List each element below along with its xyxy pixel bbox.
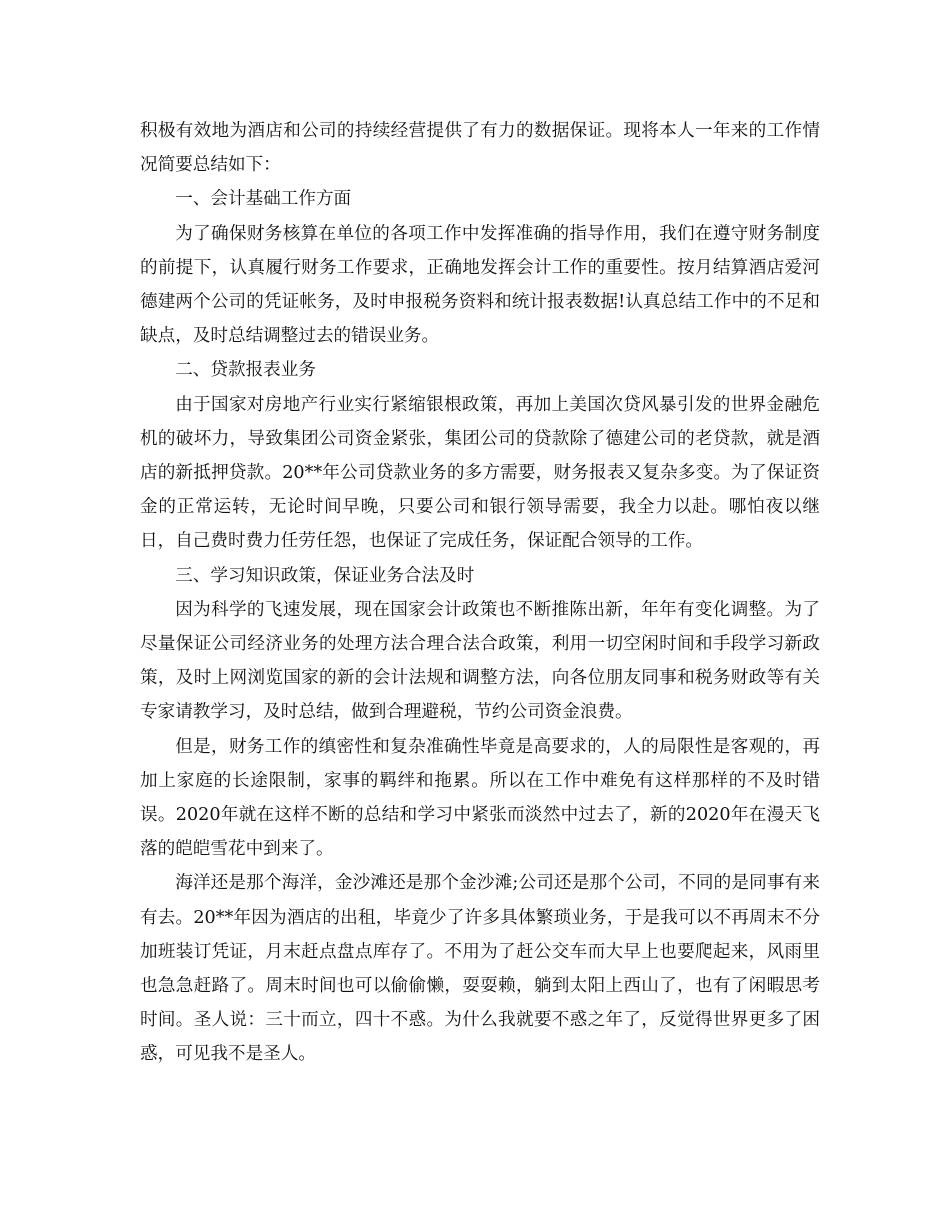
paragraph-policy-learning: 因为科学的飞速发展，现在国家会计政策也不断推陈出新，年年有变化调整。为了尽量保证公司经济业务的处理方法合理合法合政策，利用一切空闲时间和手段学习新政策，及时上网浏览国家的新的会计法规和调整方法，向各位朋友同事和税务财政等有关专家请教学习，及时总结，做到合理避税，节约公司资金浪费。 — [140, 599, 820, 723]
document-body — [140, 114, 820, 1072]
section-heading-loan-reports: 二、贷款报表业务 — [175, 360, 316, 381]
paragraph-reflection: 海洋还是那个海洋，金沙滩还是那个金沙滩;公司还是那个公司，不同的是同事有来有去。20**年因为酒店的出租，毕竟少了许多具体繁琐业务，于是我可以不再周末不分加班装订凭证，月末赶点盘点库存了。不用为了赶公交车而大早上也要爬起来，风雨里也急急赶路了。周末时间也可以偷偷懒，耍耍赖，躺到太阳上西山了，也有了闲暇思考时间。圣人说：三十而立，四十不惑。为什么我就要不惑之年了，反觉得世界更多了困惑，可见我不是圣人。 — [140, 873, 820, 1065]
paragraph-intro-continuation: 积极有效地为酒店和公司的持续经营提供了有力的数据保证。现将本人一年来的工作情况简要总结如下： — [140, 121, 820, 176]
paragraph-loan-reports: 由于国家对房地产行业实行紧缩银根政策，再加上美国次贷风暴引发的世界金融危机的破坏力，导致集团公司资金紧张，集团公司的贷款除了德建公司的老贷款，就是酒店的新抵押贷款。20**年公司贷款业务的多方需要，财务报表又复杂多变。为了保证资金的正常运转，无论时间早晚，只要公司和银行领导需要，我全力以赴。哪怕夜以继日，自己费时费力任劳任怨，也保证了完成任务，保证配合领导的工作。 — [140, 394, 820, 552]
paragraph-accounting-basics: 为了确保财务核算在单位的各项工作中发挥准确的指导作用，我们在遵守财务制度的前提下，认真履行财务工作要求，正确地发挥会计工作的重要性。按月结算酒店爱河德建两个公司的凭证帐务，及时申报税务资料和统计报表数据!认真总结工作中的不足和缺点，及时总结调整过去的错误业务。 — [140, 223, 820, 347]
section-heading-accounting-basics: 一、会计基础工作方面 — [175, 189, 352, 210]
paragraph-limitations: 但是，财务工作的缜密性和复杂准确性毕竟是高要求的，人的局限性是客观的，再加上家庭的长途限制，家事的羁绊和拖累。所以在工作中难免有这样那样的不及时错误。2020年就在这样不断的总结和学习中紧张而淡然中过去了，新的2020年在漫天飞落的皑皑雪花中到来了。 — [140, 736, 820, 860]
section-heading-policy-learning: 三、学习知识政策，保证业务合法及时 — [175, 565, 475, 586]
